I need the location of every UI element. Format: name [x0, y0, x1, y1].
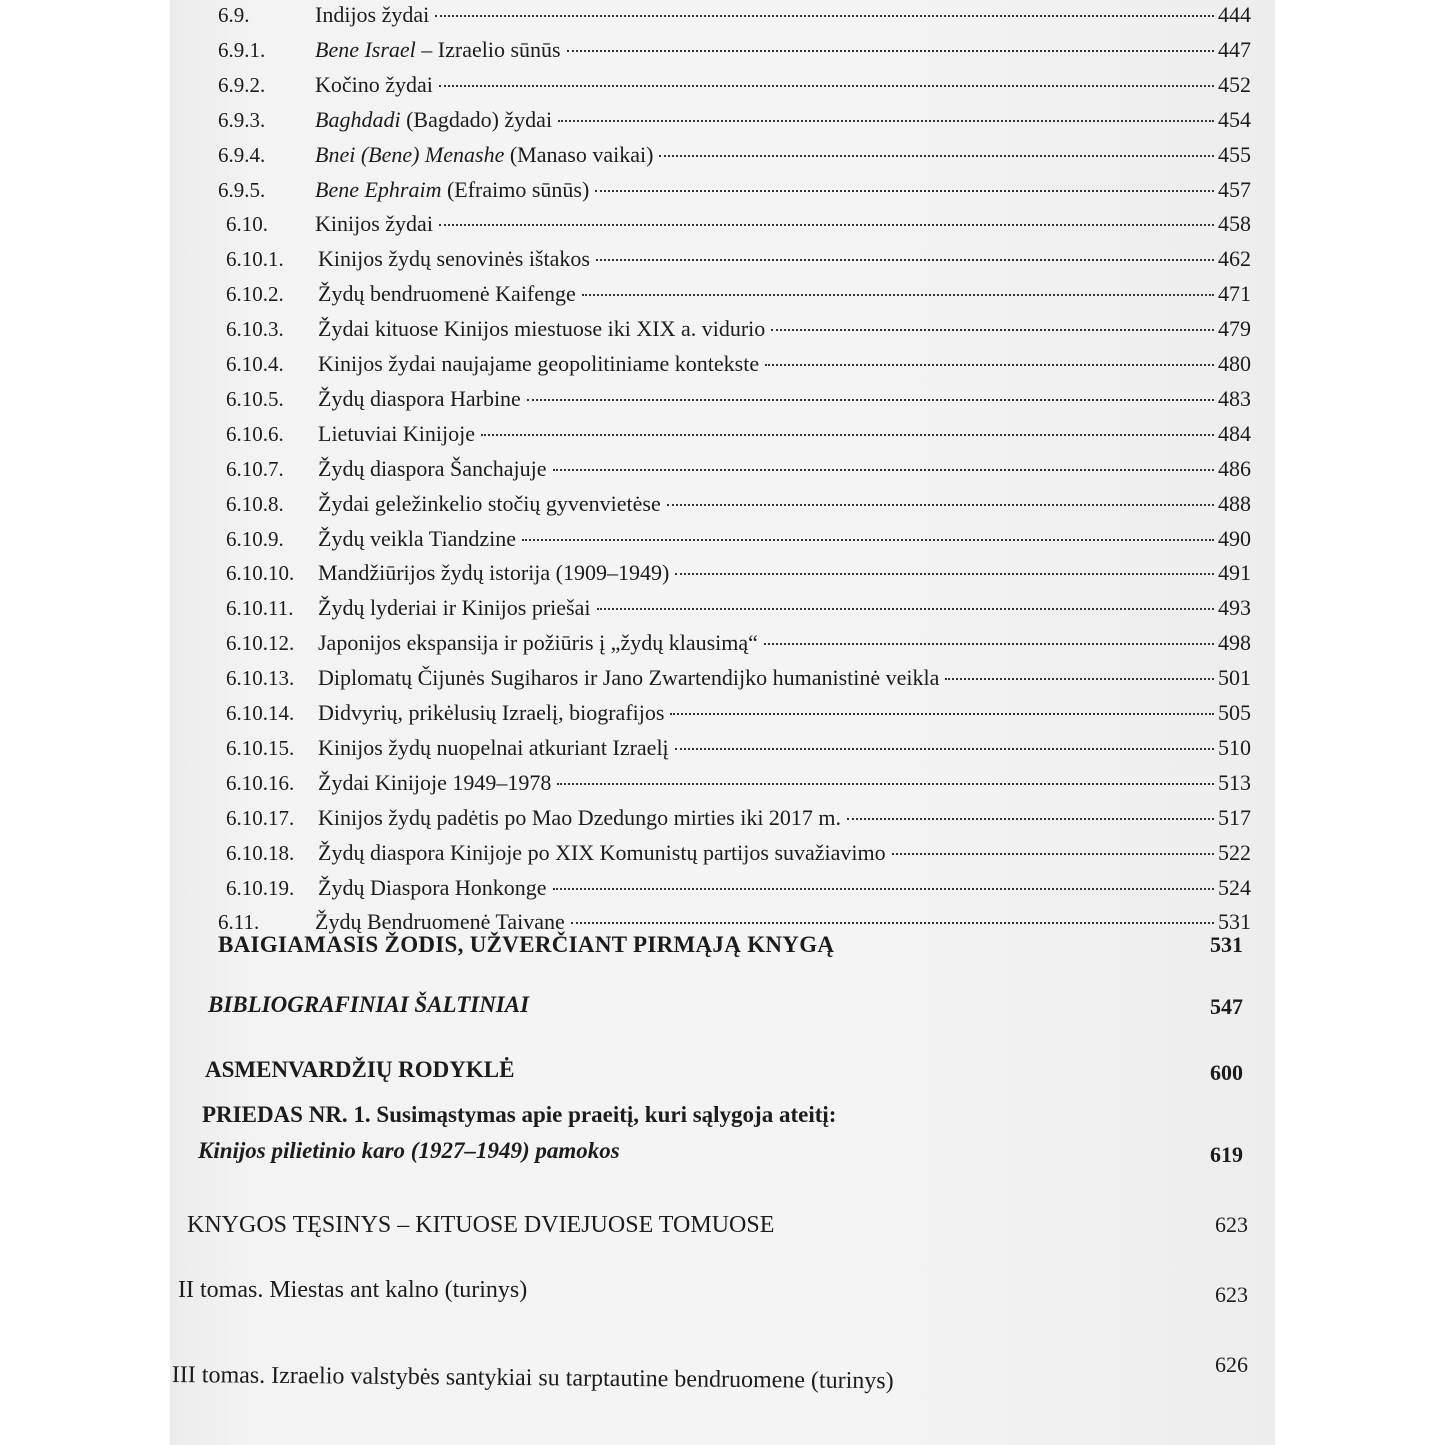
toc-entry-line: [315, 0, 1251, 30]
toc-entry-number: 6.10.8.: [226, 491, 284, 516]
toc-entry-title: Indijos žydai: [315, 2, 430, 27]
toc-entry: [170, 209, 1275, 243]
toc-entry-page-number: 452: [1218, 71, 1251, 97]
toc-entry: [170, 35, 1275, 69]
dot-leader: [675, 748, 1214, 750]
toc-entry-line: [318, 384, 1251, 414]
section-page-number: 623: [1215, 1212, 1248, 1237]
toc-entry-page-number: 522: [1218, 839, 1251, 865]
dot-leader: [567, 50, 1214, 52]
dot-leader: [771, 329, 1214, 331]
toc-entry: [170, 140, 1275, 174]
toc-entry: [170, 663, 1275, 697]
toc-entry-title: Kočino žydai: [315, 71, 433, 97]
toc-entry-line: [318, 558, 1251, 588]
toc-entry-title: Žydai kituose Kinijos miestuose iki XIX a. vidurio: [318, 316, 766, 342]
section-priedas-line1: PRIEDAS NR. 1. Susimąstymas apie praeitį, kuri sąlygoja ateitį:: [202, 1102, 837, 1127]
toc-entry-page-number: 493: [1218, 595, 1251, 621]
toc-entry-line: [318, 873, 1251, 903]
section-label: ASMENVARDŽIŲ RODYKLĖ: [205, 1057, 515, 1082]
toc-entry-title: Lietuviai Kinijoje: [318, 420, 476, 446]
toc-entry-page-number: 491: [1218, 560, 1251, 586]
toc-entry-title: Kinijos žydų nuopelnai atkuriant Izraelį: [318, 734, 669, 760]
toc-entry-line: [318, 489, 1251, 519]
section-page-number: 623: [1215, 1282, 1248, 1307]
toc-entry: [170, 558, 1275, 592]
toc-entry-line: [318, 279, 1251, 309]
toc-entry: [170, 175, 1275, 209]
toc-entry-page-number: 444: [1218, 2, 1251, 27]
toc-entry-number: 6.9.4.: [218, 142, 266, 167]
toc-entry-line: [318, 663, 1251, 693]
toc-entry-line: [315, 105, 1251, 135]
toc-entry-number: 6.10.17.: [226, 805, 295, 830]
dot-leader: [481, 434, 1214, 436]
dot-leader: [553, 888, 1214, 890]
toc-entry: [170, 349, 1275, 383]
toc-entry-title: Kinijos žydai naujajame geopolitiniame kontekste: [318, 351, 760, 376]
dot-leader: [765, 364, 1214, 366]
toc-entry-page-number: 484: [1218, 420, 1251, 446]
dot-leader: [522, 539, 1214, 541]
toc-entry-title: Žydų diaspora Harbine: [318, 385, 521, 411]
toc-entry-title: Žydai Kinijoje 1949–1978: [318, 769, 552, 795]
toc-entry-page-number: 513: [1218, 769, 1251, 795]
toc-entry-page-number: 462: [1218, 246, 1251, 272]
toc-entry-line: [318, 349, 1251, 379]
toc-entry-title: Japonijos ekspansija ir požiūris į „žydų klausimą“: [318, 630, 758, 656]
toc-entry-title: Žydų lyderiai ir Kinijos priešai: [318, 595, 591, 621]
section-page-number: 626: [1215, 1352, 1248, 1377]
toc-entry-number: 6.10.14.: [226, 701, 295, 725]
toc-entry-number: 6.10.6.: [226, 421, 284, 446]
toc-entry-page-number: 447: [1218, 36, 1251, 62]
toc-entry-number: 6.9.2.: [218, 72, 266, 97]
toc-entry: [170, 803, 1275, 837]
dot-leader: [675, 573, 1214, 575]
toc-entry-title: Žydų veikla Tiandzine: [318, 525, 516, 551]
section-page-number: 619: [1210, 1142, 1243, 1167]
toc-entry-line: [315, 209, 1251, 239]
dot-leader: [527, 399, 1214, 401]
toc-entry: [170, 768, 1275, 802]
toc-entry-title: Žydų Bendruomenė Taivane: [315, 909, 565, 935]
toc-entry-title: Mandžiūrijos žydų istorija (1909–1949): [318, 560, 670, 586]
toc-entry: [170, 489, 1275, 523]
toc-entry-number: 6.10.7.: [226, 456, 284, 481]
toc-entry-page-number: 454: [1218, 106, 1251, 132]
toc-entry: [170, 698, 1275, 732]
toc-entry-line: [318, 698, 1251, 728]
dot-leader: [659, 155, 1214, 157]
toc-entry-number: 6.10.2.: [226, 282, 284, 307]
toc-entry-number: 6.10.11.: [226, 596, 294, 621]
toc-entry-page-number: 490: [1218, 525, 1251, 551]
toc-entry-title: Bene Ephraim (Efraimo sūnūs): [315, 176, 590, 202]
toc-entry-page-number: 479: [1218, 316, 1251, 342]
toc-entry: [170, 873, 1275, 907]
dot-leader: [439, 85, 1214, 87]
toc-entry-title: Žydai geležinkelio stočių gyvenvietėse: [318, 490, 661, 516]
toc-entry-number: 6.10.12.: [226, 631, 295, 656]
section-knygos-tesinys: KNYGOS TĘSINYS – KITUOSE DVIEJUOSE TOMUOSE: [187, 1212, 775, 1238]
toc-entry-number: 6.10.1.: [226, 247, 284, 272]
toc-entry-title: Žydų Diaspora Honkonge: [318, 874, 547, 900]
toc-entry: [170, 314, 1275, 348]
toc-entry-line: [315, 70, 1251, 100]
toc-entry-number: 6.10.13.: [226, 666, 295, 691]
toc-entry-title: Žydų diaspora Šanchajuje: [318, 455, 547, 481]
dot-leader: [945, 678, 1214, 680]
toc-entry: [170, 454, 1275, 488]
dot-leader: [557, 783, 1214, 785]
section-label: BIBLIOGRAFINIAI ŠALTINIAI: [208, 992, 530, 1017]
toc-entry-page-number: 471: [1218, 281, 1251, 307]
toc-entry-line: [318, 524, 1251, 554]
toc-entry-title: Bene Israel – Izraelio sūnūs: [315, 36, 561, 62]
toc-entry: [170, 419, 1275, 453]
toc-entry-title: Žydų bendruomenė Kaifenge: [318, 281, 576, 307]
dot-leader: [435, 15, 1214, 17]
toc-entry-title: Bnei (Bene) Menashe (Manaso vaikai): [315, 141, 654, 167]
toc-entry-number: 6.9.3.: [218, 107, 266, 132]
toc-entry-page-number: 498: [1218, 630, 1251, 656]
dot-leader: [571, 922, 1214, 924]
toc-entry-number: 6.10.5.: [226, 386, 284, 411]
toc-entry-line: [315, 140, 1251, 170]
toc-entry: [170, 384, 1275, 418]
toc-entry: [170, 0, 1275, 34]
section-page-number: 531: [1210, 932, 1243, 957]
toc-entry: [170, 105, 1275, 139]
toc-entry-number: 6.10.10.: [226, 561, 295, 586]
section-priedas-line2: Kinijos pilietinio karo (1927–1949) pamokos: [198, 1138, 620, 1163]
toc-entry-number: 6.10.3.: [226, 317, 284, 342]
toc-entry-page-number: 458: [1218, 211, 1251, 237]
section-asmenvardziu-rodykle: [205, 1055, 514, 1085]
dot-leader: [667, 504, 1214, 506]
toc-entry-title: Diplomatų Čijunės Sugiharos ir Jano Zwartendijko humanistinė veikla: [318, 665, 940, 691]
dot-leader: [582, 294, 1214, 296]
toc-entry-page-number: 524: [1218, 874, 1251, 900]
toc-entry-line: [315, 175, 1251, 205]
toc-entry-number: 6.10.9.: [226, 526, 284, 551]
toc-entry-number: 6.10.19.: [226, 875, 295, 900]
dot-leader: [597, 608, 1215, 610]
toc-entry-page-number: 455: [1218, 141, 1251, 167]
toc-entry-number: 6.10.18.: [226, 840, 295, 865]
toc-entry-line: [318, 314, 1251, 344]
toc-entry-number: 6.10.15.: [226, 735, 295, 760]
toc-entry-title: Žydų diaspora Kinijoje po XIX Komunistų partijos suvažiavimo: [318, 839, 886, 865]
toc-entry-page-number: 531: [1218, 909, 1251, 935]
section-baigiamasis-zodis: [218, 930, 834, 960]
toc-entry: [170, 279, 1275, 313]
dot-leader: [596, 259, 1214, 261]
section-ii-tomas: II tomas. Miestas ant kalno (turinys): [178, 1277, 528, 1303]
dot-leader: [764, 643, 1214, 645]
toc-entry-page-number: 505: [1218, 700, 1251, 725]
toc-entry-line: [318, 768, 1251, 798]
toc-entry-number: 6.9.1.: [218, 37, 266, 62]
toc-entry-title: Kinijos žydai: [315, 211, 433, 237]
toc-entry-number: 6.9.5.: [218, 177, 266, 202]
toc-entry-number: 6.10.4.: [226, 352, 284, 376]
toc-entry-page-number: 501: [1218, 665, 1251, 691]
toc-entry: [170, 733, 1275, 767]
toc-entry-title: Didvyrių, prikėlusių Izraelį, biografijos: [318, 700, 665, 725]
toc-entry-line: [315, 35, 1251, 65]
toc-entry-title: Kinijos žydų padėtis po Mao Dzedungo mirties iki 2017 m.: [318, 804, 842, 830]
toc-entry-line: [318, 733, 1251, 763]
toc-entry-number: 6.9.: [218, 3, 250, 27]
toc-entry-page-number: 457: [1218, 176, 1251, 202]
dot-leader: [439, 224, 1214, 226]
toc-entry-title: Kinijos žydų senovinės ištakos: [318, 246, 590, 272]
toc-entry-line: [318, 628, 1251, 658]
dot-leader: [553, 469, 1215, 471]
toc-entry-line: [318, 244, 1251, 274]
toc-entry: [170, 838, 1275, 872]
toc-entry-title: Baghdadi (Bagdado) žydai: [315, 106, 553, 132]
toc-entry: [170, 524, 1275, 558]
book-page: [170, 0, 1275, 1445]
toc-entry: [170, 628, 1275, 662]
toc-entry-page-number: 510: [1218, 734, 1251, 760]
toc-entry-number: 6.11.: [218, 910, 260, 935]
dot-leader: [847, 818, 1214, 820]
toc-entry-line: [318, 454, 1251, 484]
toc-entry-line: [318, 593, 1251, 623]
toc-entry-page-number: 480: [1218, 351, 1251, 376]
toc-entry: [170, 70, 1275, 104]
toc-entry-page-number: 486: [1218, 455, 1251, 481]
dot-leader: [558, 120, 1214, 122]
toc-entry: [170, 593, 1275, 627]
section-bibliografiniai-saltiniai: [208, 990, 529, 1020]
toc-entry-page-number: 488: [1218, 490, 1251, 516]
toc-entry-number: 6.10.: [226, 212, 268, 237]
toc-entry-number: 6.10.16.: [226, 770, 295, 795]
section-iii-tomas: III tomas. Izraelio valstybės santykiai su tarptautine bendruomene (turinys): [171, 1361, 894, 1395]
toc-entry-line: [318, 419, 1251, 449]
toc-entry: [170, 244, 1275, 278]
toc-entry-line: [318, 838, 1251, 868]
toc-entry-page-number: 517: [1218, 804, 1251, 830]
section-page-number: 547: [1210, 994, 1243, 1019]
section-label: BAIGIAMASIS ŽODIS, UŽVERČIANT PIRMĄJĄ KNYGĄ: [218, 932, 835, 957]
dot-leader: [670, 713, 1214, 715]
dot-leader: [892, 853, 1214, 855]
toc-entry-line: [318, 803, 1251, 833]
toc-entry-page-number: 483: [1218, 385, 1251, 411]
dot-leader: [595, 190, 1214, 192]
section-page-number: 600: [1210, 1060, 1243, 1085]
